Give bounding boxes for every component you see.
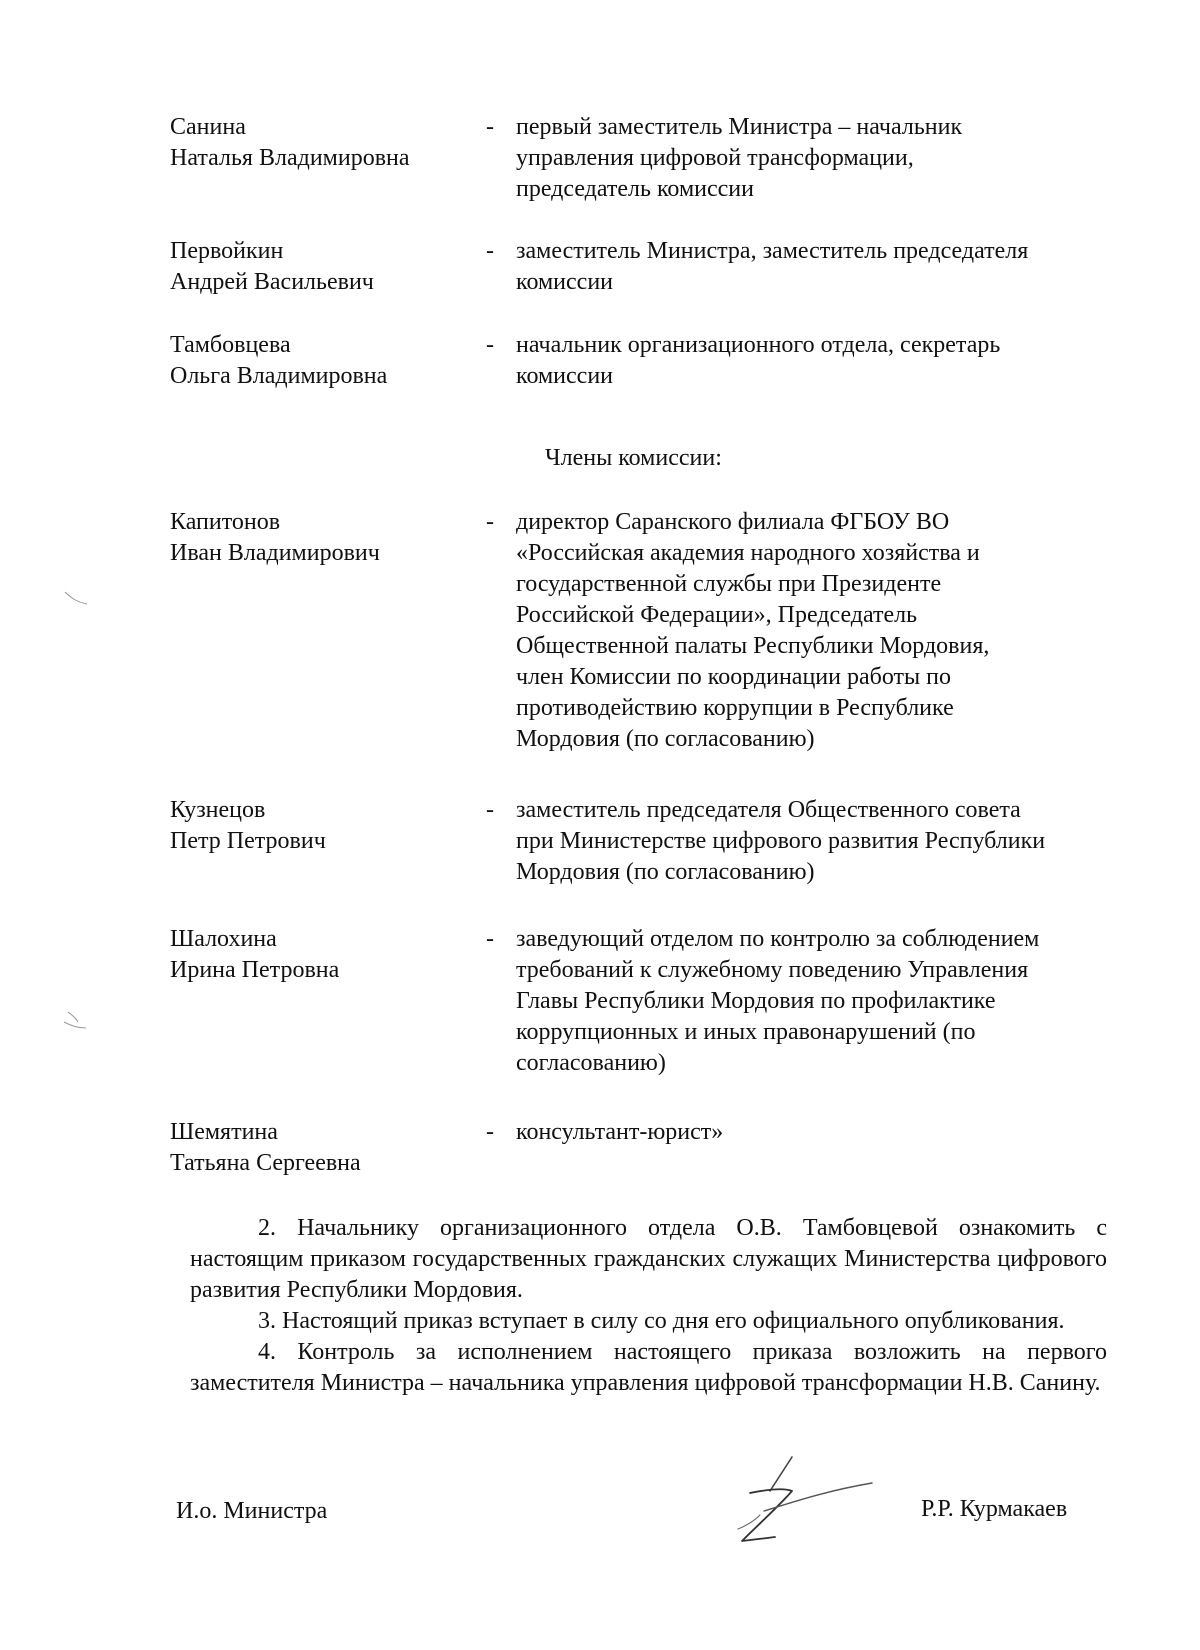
member-name xyxy=(170,795,470,857)
member-dash: - xyxy=(486,114,494,140)
member-position xyxy=(516,795,1116,888)
member-position-line: заместитель Министра, заместитель председателя xyxy=(516,238,1029,264)
member-position xyxy=(516,1117,1116,1148)
member-position-line: директор Саранского филиала ФГБОУ ВО xyxy=(516,509,950,535)
member-position-line: Российской Федерации», Председатель xyxy=(516,602,918,628)
member-surname: Кузнецов xyxy=(170,797,266,823)
member-position xyxy=(516,330,1116,392)
member-name xyxy=(170,330,470,392)
member-given-names: Ольга Владимировна xyxy=(170,363,388,389)
member-surname: Шемятина xyxy=(170,1119,278,1145)
member-given-names: Иван Владимирович xyxy=(170,540,380,566)
member-given-names: Ирина Петровна xyxy=(170,957,340,983)
clause-4: 4. Контроль за исполнением настоящего приказа возложить на первого заместителя Министра – начальника управления цифровой трансформации Н.В. Санину. xyxy=(190,1339,1107,1396)
member-position-line: заместитель председателя Общественного совета xyxy=(516,797,1021,823)
member-position-line: заведующий отделом по контролю за соблюдением xyxy=(516,926,1040,952)
clause-2: 2. Начальнику организационного отдела О.В. Тамбовцевой ознакомить с настоящим приказом государственных гражданских служащих Министерства цифрового развития Республики Мордовия. xyxy=(190,1215,1107,1303)
member-position-line: государственной службы при Президенте xyxy=(516,571,942,597)
member-name xyxy=(170,924,470,986)
member-dash: - xyxy=(486,509,494,535)
member-position xyxy=(516,924,1116,1079)
member-dash: - xyxy=(486,926,494,952)
member-position-line: председатель комиссии xyxy=(516,176,754,202)
member-given-names: Андрей Васильевич xyxy=(170,269,374,295)
member-position-line: требований к служебному поведению Управления xyxy=(516,957,1029,983)
member-position-line: при Министерстве цифрового развития Республики xyxy=(516,828,1046,854)
signatory-name: Р.Р. Курмакаев xyxy=(921,1496,1068,1522)
member-given-names: Петр Петрович xyxy=(170,828,326,854)
member-surname: Шалохина xyxy=(170,926,277,952)
member-position xyxy=(516,507,1116,755)
member-position-line: противодействию коррупции в Республике xyxy=(516,695,954,721)
member-position-line: комиссии xyxy=(516,269,614,295)
member-dash: - xyxy=(486,238,494,264)
member-name xyxy=(170,236,470,298)
member-dash: - xyxy=(486,1119,494,1145)
member-position-line: Мордовия (по согласованию) xyxy=(516,726,815,752)
member-name xyxy=(170,507,470,569)
member-position-line: комиссии xyxy=(516,363,614,389)
member-position-line: Мордовия (по согласованию) xyxy=(516,859,815,885)
member-surname: Санина xyxy=(170,114,246,140)
member-surname: Капитонов xyxy=(170,509,281,535)
member-position-line: член Комиссии по координации работы по xyxy=(516,664,951,690)
members-heading: Члены комиссии: xyxy=(545,445,722,471)
member-position-line: Главы Республики Мордовия по профилактике xyxy=(516,988,996,1014)
member-given-names: Наталья Владимировна xyxy=(170,145,410,171)
member-position-line: коррупционных и иных правонарушений (по xyxy=(516,1019,976,1045)
member-dash: - xyxy=(486,797,494,823)
member-position-line: управления цифровой трансформации, xyxy=(516,145,914,171)
member-name xyxy=(170,112,470,174)
member-position-line: Общественной палаты Республики Мордовия, xyxy=(516,633,990,659)
member-position-line: согласованию) xyxy=(516,1050,666,1076)
signature-mark xyxy=(730,1455,880,1550)
member-name xyxy=(170,1117,470,1179)
order-clauses xyxy=(190,1213,1107,1399)
member-position-line: первый заместитель Министра – начальник xyxy=(516,114,963,140)
scan-artifact-mark xyxy=(63,588,89,610)
member-surname: Тамбовцева xyxy=(170,332,291,358)
member-position-line: консультант-юрист» xyxy=(516,1119,724,1145)
member-given-names: Татьяна Сергеевна xyxy=(170,1150,361,1176)
member-position-line: «Российская академия народного хозяйства и xyxy=(516,540,980,566)
member-position xyxy=(516,236,1116,298)
clause-3: 3. Настоящий приказ вступает в силу со дня его официального опубликования. xyxy=(258,1308,1065,1334)
signatory-title: И.о. Министра xyxy=(176,1498,328,1524)
member-surname: Первойкин xyxy=(170,238,284,264)
scan-artifact-mark xyxy=(62,1010,88,1032)
member-dash: - xyxy=(486,332,494,358)
member-position xyxy=(516,112,1116,205)
member-position-line: начальник организационного отдела, секретарь xyxy=(516,332,1001,358)
